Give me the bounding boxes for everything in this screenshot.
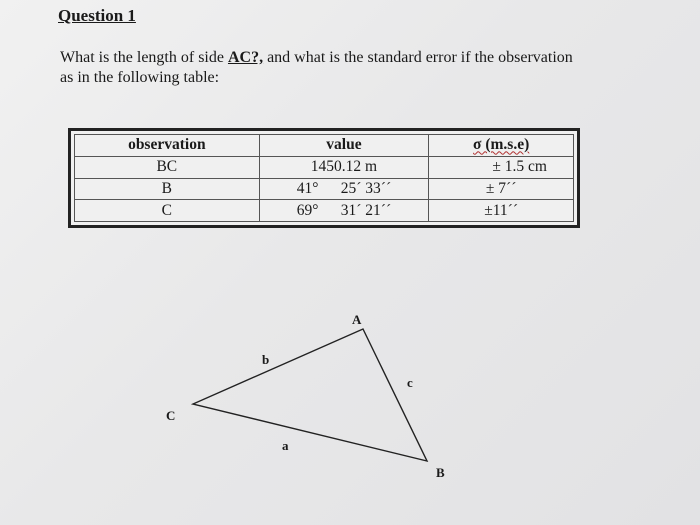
cell-value-degrees: 41°: [296, 179, 319, 197]
header-value: value: [259, 135, 429, 157]
cell-observation: C: [75, 200, 260, 222]
question-title: Question 1: [58, 6, 136, 25]
question-text-part2: and what is the standard error if the observation as in the following table:: [60, 49, 573, 86]
cell-se: ± 7ˊˊ: [429, 178, 574, 200]
triangle-shape: [193, 329, 427, 461]
cell-observation: BC: [75, 156, 260, 178]
side-label-b: b: [262, 352, 270, 367]
cell-value-minutes: 31ˊ 21ˊˊ: [340, 201, 392, 219]
vertex-label-b: B: [436, 465, 445, 480]
question-text-part1: What is the length of side: [60, 49, 228, 66]
question-text-ac: AC?,: [227, 49, 264, 66]
vertex-label-a: A: [352, 312, 362, 327]
header-sigma-text: σ (m.s.e): [473, 136, 530, 154]
vertex-label-c: C: [166, 408, 176, 423]
side-label-c: c: [407, 375, 413, 390]
cell-se: ± 1.5 cm: [429, 156, 574, 178]
header-observation: observation: [75, 135, 260, 157]
cell-value: 1450.12 m: [259, 156, 429, 178]
cell-se: ±11ˊˊ: [429, 200, 574, 222]
cell-observation: B: [75, 178, 260, 200]
side-label-a: a: [282, 438, 289, 453]
cell-value-degrees: 69°: [296, 201, 319, 219]
cell-value-minutes: 25ˊ 33ˊˊ: [340, 179, 392, 197]
